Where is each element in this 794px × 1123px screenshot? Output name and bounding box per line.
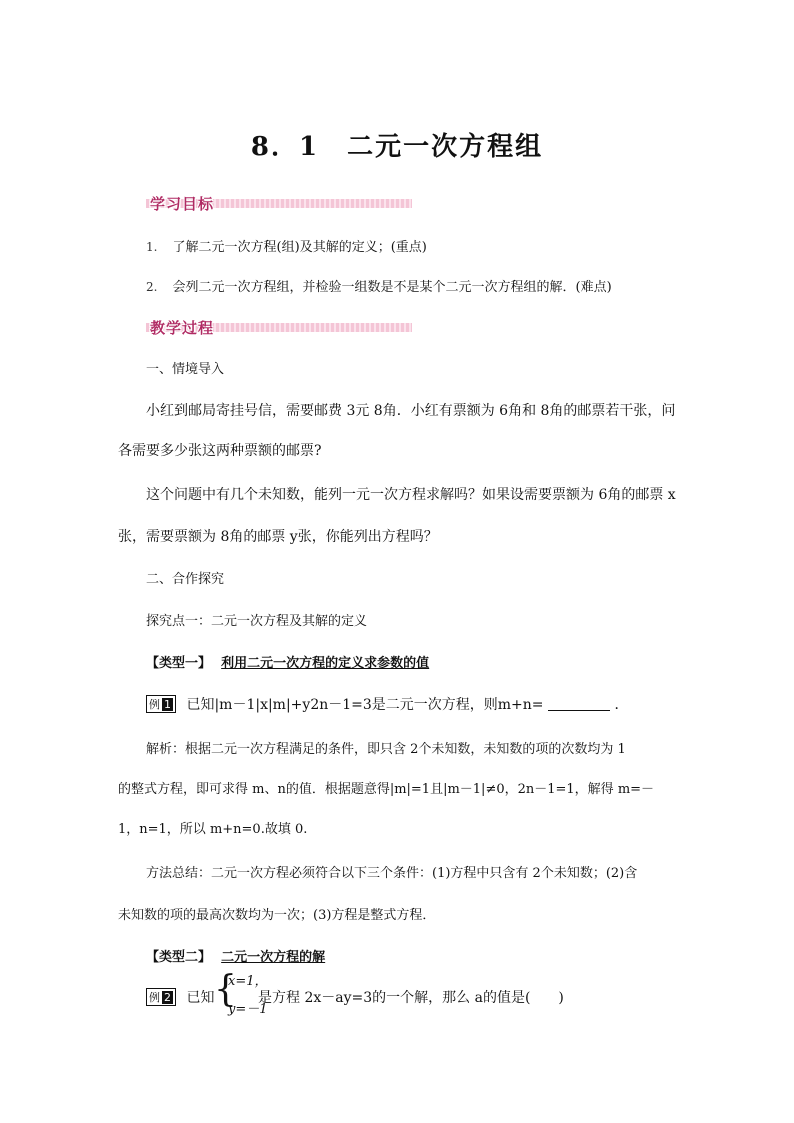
goal-text: 会列二元一次方程组，并检验一组数是不是某个二元一次方程组的解．(难点) [172, 280, 612, 295]
system-eq1: x=1， [228, 974, 268, 989]
page-title: 8．1 二元一次方程组 [250, 132, 544, 162]
intro-para2-line1: 这个问题中有几个未知数，能列一元一次方程求解吗？如果设需要票额为 6角的邮票 x [146, 487, 676, 503]
section-label-goals: 学习目标 [150, 195, 215, 213]
section-header-process [146, 318, 412, 338]
goal-item-2 [146, 276, 612, 295]
system-eq2: y=－1 [228, 1002, 268, 1017]
type2-title: 二元一次方程的解 [221, 950, 326, 965]
analysis-line1: 解析：根据二元一次方程满足的条件，即只含 2个未知数，未知数的项的次数均为 1 [146, 742, 626, 757]
type2-heading [146, 946, 325, 965]
example2-prefix-text: 已知 [186, 990, 215, 1006]
example2-prefix [146, 987, 214, 1007]
type2-tag: 【类型二】 [146, 950, 212, 965]
example1 [146, 694, 628, 714]
example-badge: 例 2 [146, 988, 176, 1006]
goal-number: 1. [146, 240, 158, 254]
intro-heading: 一、情境导入 [146, 362, 225, 377]
type1-title: 利用二元一次方程的定义求参数的值 [221, 656, 430, 671]
example1-text: 已知|m－1|x|m|+y2n－1=3是二元一次方程，则m+n= [186, 697, 544, 713]
system-brace: { [214, 969, 237, 1010]
section-label-process: 教学过程 [150, 319, 215, 337]
explore-point1: 探究点一：二元一次方程及其解的定义 [146, 614, 368, 629]
analysis-line2: 的整式方程，即可求得 m、n的值．根据题意得|m|=1且|m－1|≠0，2n－1=1，解得 m=－ [118, 782, 655, 797]
analysis-line3: 1，n=1，所以 m+n=0.故填 0. [118, 822, 308, 837]
type1-heading [146, 652, 429, 671]
example-badge: 例 1 [146, 695, 176, 713]
type1-tag: 【类型一】 [146, 656, 212, 671]
example1-end: ． [614, 697, 629, 713]
intro-para2-line2: 张，需要票额为 8角的邮票 y张，你能列出方程吗？ [118, 529, 438, 545]
method-line2: 未知数的项的最高次数均为一次；(3)方程是整式方程． [118, 908, 436, 923]
section-header-goals [146, 194, 412, 214]
answer-blank [548, 698, 610, 711]
intro-para1-line2: 各需要多少张这两种票额的邮票? [118, 443, 322, 459]
method-line1: 方法总结：二元一次方程必须符合以下三个条件：(1)方程中只含有 2个未知数；(2)含 [146, 866, 638, 881]
goal-number: 2. [146, 280, 158, 294]
explore-heading: 二、合作探究 [146, 572, 225, 587]
intro-para1-line1: 小红到邮局寄挂号信，需要邮费 3元 8角．小红有票额为 6角和 8角的邮票若干张，问 [146, 403, 676, 419]
goal-text: 了解二元一次方程(组)及其解的定义；(重点) [172, 240, 427, 255]
example2-text: 是方程 2x－ay=3的一个解，那么 a的值是( ) [258, 990, 564, 1006]
goal-item-1 [146, 236, 427, 255]
